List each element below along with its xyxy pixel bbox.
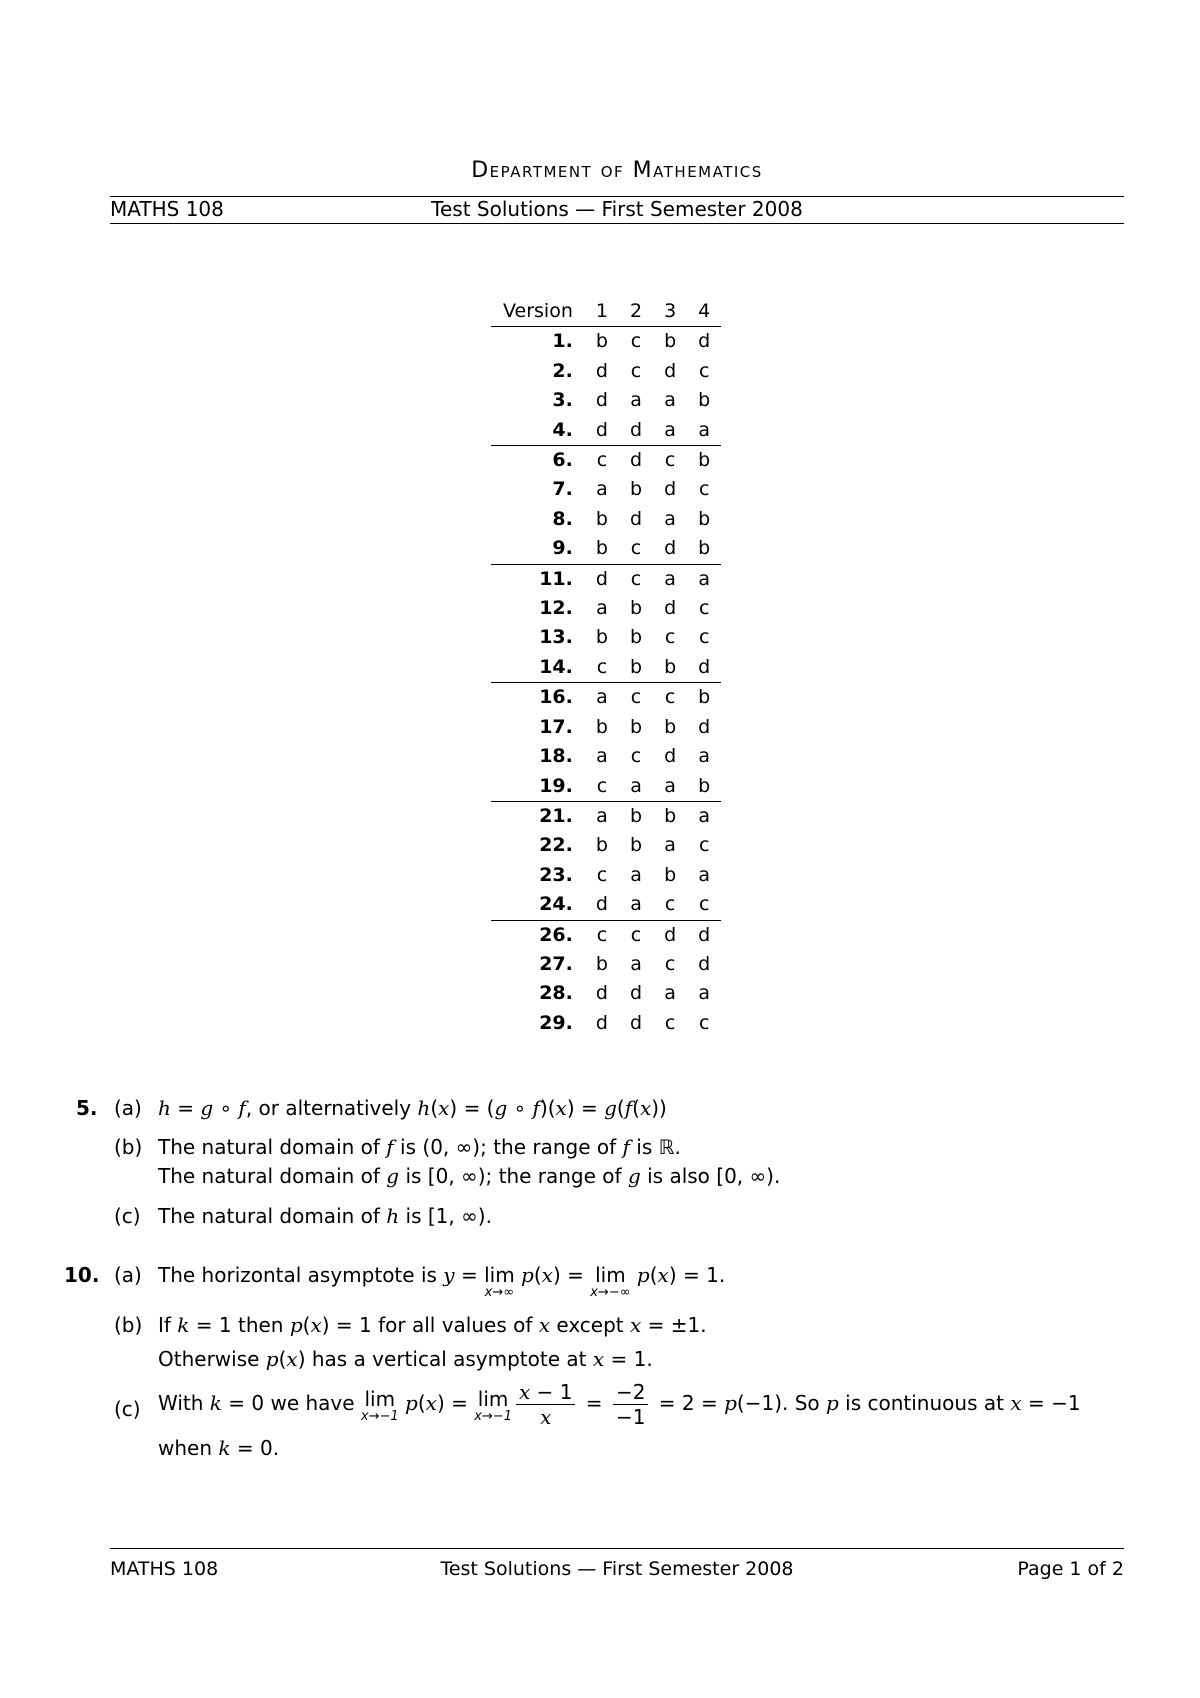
question-number: 4. (552, 418, 573, 441)
question-10a-answer: The horizontal asymptote is y = lim x→∞ p(x) = lim x→−∞ p(x) = 1. (158, 1263, 726, 1300)
answer-version-4: c (698, 626, 710, 649)
answer-version-3: d (664, 597, 677, 620)
question-number: 21. (491, 801, 585, 831)
answer-version-3: c (664, 952, 676, 975)
answer-version-1: c (585, 446, 619, 476)
answer-row (491, 713, 721, 742)
answer-version-4: b (698, 507, 711, 530)
answer-version-2: c (630, 359, 642, 382)
answer-version-2: c (630, 745, 642, 768)
answer-row (491, 979, 721, 1008)
answer-row (491, 594, 721, 623)
answer-row (491, 801, 721, 831)
answer-row (491, 890, 721, 920)
answer-version-3: d (664, 359, 677, 382)
answer-version-2: a (630, 893, 642, 916)
question-10a-label: (a) (114, 1263, 142, 1287)
answer-version-3: c (653, 683, 687, 713)
answer-version-4: c (698, 478, 710, 501)
footer-page-number: Page 1 of 2 (1017, 1558, 1124, 1580)
answer-version-2: d (629, 1011, 643, 1034)
answer-version-3: b (653, 801, 687, 831)
answer-version-3: c (664, 1011, 676, 1034)
answer-version-4: b (698, 774, 711, 797)
answer-version-3: d (664, 537, 677, 560)
answer-version-1: c (596, 655, 608, 678)
answer-version-2: d (629, 982, 643, 1005)
question-5b-answer-line2: The natural domain of g is [0, ∞); the range of g is also [0, ∞). (158, 1164, 781, 1188)
answer-row (491, 534, 721, 564)
answer-version-2: b (629, 715, 643, 738)
question-number: 28. (539, 982, 573, 1005)
question-number: 18. (539, 745, 573, 768)
answer-row (491, 416, 721, 446)
answer-version-4: a (698, 863, 711, 886)
answer-version-3: a (664, 834, 676, 857)
answer-version-3: d (653, 920, 687, 950)
answer-version-3: c (653, 446, 687, 476)
answer-row (491, 446, 721, 476)
version-3-header: 3 (653, 297, 687, 327)
question-number: 6. (491, 446, 585, 476)
answer-table (491, 297, 721, 1038)
question-number: 8. (552, 507, 573, 530)
answer-version-1: b (595, 626, 608, 649)
question-number: 9. (552, 537, 573, 560)
question-5a-answer: h = g ∘ f, or alternatively h(x) = (g ∘ f)(x) = g(f(x)) (158, 1096, 667, 1120)
answer-row (491, 861, 721, 890)
answer-version-1: d (595, 359, 608, 382)
question-number: 26. (491, 920, 585, 950)
question-number: 1. (552, 330, 573, 353)
answer-version-1: b (595, 330, 608, 353)
answer-row (491, 950, 721, 979)
answer-version-4: d (698, 952, 711, 975)
answer-version-4: a (698, 418, 711, 441)
answer-version-3: a (664, 982, 676, 1005)
header-bottom-rule (110, 223, 1124, 224)
answer-row (491, 920, 721, 950)
question-10c-label: (c) (114, 1397, 141, 1421)
answer-row (491, 357, 721, 386)
answer-version-4: b (687, 683, 721, 713)
question-5a-label: (a) (114, 1096, 142, 1120)
question-number: 24. (539, 893, 573, 916)
answer-version-3: b (664, 330, 677, 353)
question-10c-answer-line1: With k = 0 we have lim x→−1 p(x) = lim x→−1 $\frac{x - 1}{x}$ = $\frac{-2}{-1}$ = 2 = p(−1). So p is continuous at x = −1 (158, 1380, 1081, 1429)
answer-version-2: d (619, 446, 653, 476)
answer-version-2: c (619, 683, 653, 713)
answer-version-4: a (698, 982, 711, 1005)
answer-version-2: a (630, 774, 642, 797)
answer-version-2: c (630, 330, 642, 353)
answer-version-1: a (585, 683, 619, 713)
answer-version-2: b (629, 597, 643, 620)
answer-version-3: a (664, 418, 676, 441)
question-5b-answer-line1: The natural domain of f is (0, ∞); the range of f is ℝ. (158, 1135, 681, 1159)
answer-version-4: c (698, 834, 710, 857)
answer-version-3: d (664, 745, 677, 768)
version-label: Version (491, 297, 585, 327)
answer-row (491, 475, 721, 504)
header-course: MATHS 108 (110, 197, 224, 221)
answer-row (491, 653, 721, 683)
question-5-number: 5. (76, 1096, 98, 1120)
answer-version-1: c (585, 920, 619, 950)
answer-version-4: d (698, 655, 711, 678)
answer-version-3: b (664, 715, 677, 738)
answer-version-2: b (629, 626, 643, 649)
answer-version-2: c (619, 920, 653, 950)
answer-row (491, 505, 721, 534)
question-10c-answer-line2: when k = 0. (158, 1436, 280, 1460)
question-number: 17. (539, 715, 573, 738)
question-10b-label: (b) (114, 1313, 143, 1337)
answer-version-4: b (698, 389, 711, 412)
question-5c-label: (c) (114, 1204, 141, 1228)
question-10-number: 10. (64, 1263, 100, 1287)
question-number: 29. (539, 1011, 573, 1034)
answer-version-2: c (630, 537, 642, 560)
answer-version-3: d (664, 478, 677, 501)
question-number: 14. (539, 655, 573, 678)
answer-version-2: b (629, 834, 643, 857)
question-number: 27. (539, 952, 573, 975)
answer-version-4: a (698, 745, 711, 768)
answer-version-4: c (698, 1011, 710, 1034)
footer-rule (110, 1548, 1124, 1549)
answer-version-1: b (595, 507, 608, 530)
answer-version-2: c (619, 564, 653, 594)
answer-version-4: c (698, 359, 710, 382)
answer-version-1: c (596, 863, 608, 886)
answer-version-1: d (595, 893, 608, 916)
answer-row (491, 327, 721, 357)
version-1-header: 1 (585, 297, 619, 327)
question-number: 7. (552, 478, 573, 501)
answer-version-1: d (595, 1011, 608, 1034)
answer-row (491, 742, 721, 771)
answer-row (491, 386, 721, 415)
answer-version-3: c (664, 626, 676, 649)
answer-version-1: d (595, 389, 608, 412)
answer-version-1: d (595, 982, 608, 1005)
answer-version-3: a (664, 774, 676, 797)
answer-version-4: d (698, 715, 711, 738)
answer-version-1: a (596, 597, 608, 620)
answer-version-2: a (630, 952, 642, 975)
question-10b-answer-line2: Otherwise p(x) has a vertical asymptote at x = 1. (158, 1347, 653, 1371)
answer-version-3: b (664, 655, 677, 678)
answer-row (491, 772, 721, 802)
question-number: 19. (539, 774, 573, 797)
answer-table-header (491, 297, 721, 327)
question-10b-answer-line1: If k = 1 then p(x) = 1 for all values of x except x = ±1. (158, 1313, 707, 1337)
answer-row (491, 623, 721, 652)
question-5c-answer: The natural domain of h is [1, ∞). (158, 1204, 492, 1228)
answer-row (491, 831, 721, 860)
answer-version-4: d (698, 330, 711, 353)
answer-table-body (491, 327, 721, 1038)
answer-version-4: c (698, 597, 710, 620)
answer-version-1: a (596, 745, 608, 768)
answer-row (491, 683, 721, 713)
answer-version-4: b (698, 537, 711, 560)
footer-course: MATHS 108 (110, 1558, 219, 1580)
answer-version-2: a (630, 863, 642, 886)
question-number: 13. (539, 626, 573, 649)
answer-version-4: d (687, 920, 721, 950)
answer-version-1: b (595, 715, 608, 738)
question-number: 22. (539, 834, 573, 857)
answer-version-3: a (664, 507, 676, 530)
answer-version-1: c (596, 774, 608, 797)
answer-version-4: a (687, 564, 721, 594)
header-title: Test Solutions — First Semester 2008 (431, 197, 803, 221)
answer-version-1: b (595, 537, 608, 560)
question-number: 11. (491, 564, 585, 594)
answer-version-2: d (629, 507, 643, 530)
question-5b-label: (b) (114, 1135, 143, 1159)
answer-row (491, 1009, 721, 1038)
answer-version-4: b (687, 446, 721, 476)
answer-row (491, 564, 721, 594)
question-number: 12. (539, 597, 573, 620)
answer-version-2: d (629, 418, 643, 441)
version-2-header: 2 (619, 297, 653, 327)
answer-version-2: a (630, 389, 642, 412)
question-number: 3. (552, 389, 573, 412)
answer-version-2: b (629, 478, 643, 501)
answer-version-1: b (595, 834, 608, 857)
answer-version-4: a (687, 801, 721, 831)
question-number: 23. (539, 863, 573, 886)
answer-version-3: a (664, 389, 676, 412)
answer-version-3: a (653, 564, 687, 594)
question-number: 2. (552, 359, 573, 382)
answer-version-1: a (585, 801, 619, 831)
answer-version-2: b (619, 801, 653, 831)
answer-version-4: c (698, 893, 710, 916)
answer-version-2: b (629, 655, 643, 678)
question-number: 16. (491, 683, 585, 713)
answer-version-3: b (664, 863, 677, 886)
version-4-header: 4 (687, 297, 721, 327)
answer-version-1: a (596, 478, 608, 501)
footer-title: Test Solutions — First Semester 2008 (440, 1558, 794, 1580)
answer-version-1: b (595, 952, 608, 975)
answer-version-3: c (664, 893, 676, 916)
answer-version-1: d (585, 564, 619, 594)
department-title: Department of Mathematics (471, 158, 763, 183)
answer-version-1: d (595, 418, 608, 441)
